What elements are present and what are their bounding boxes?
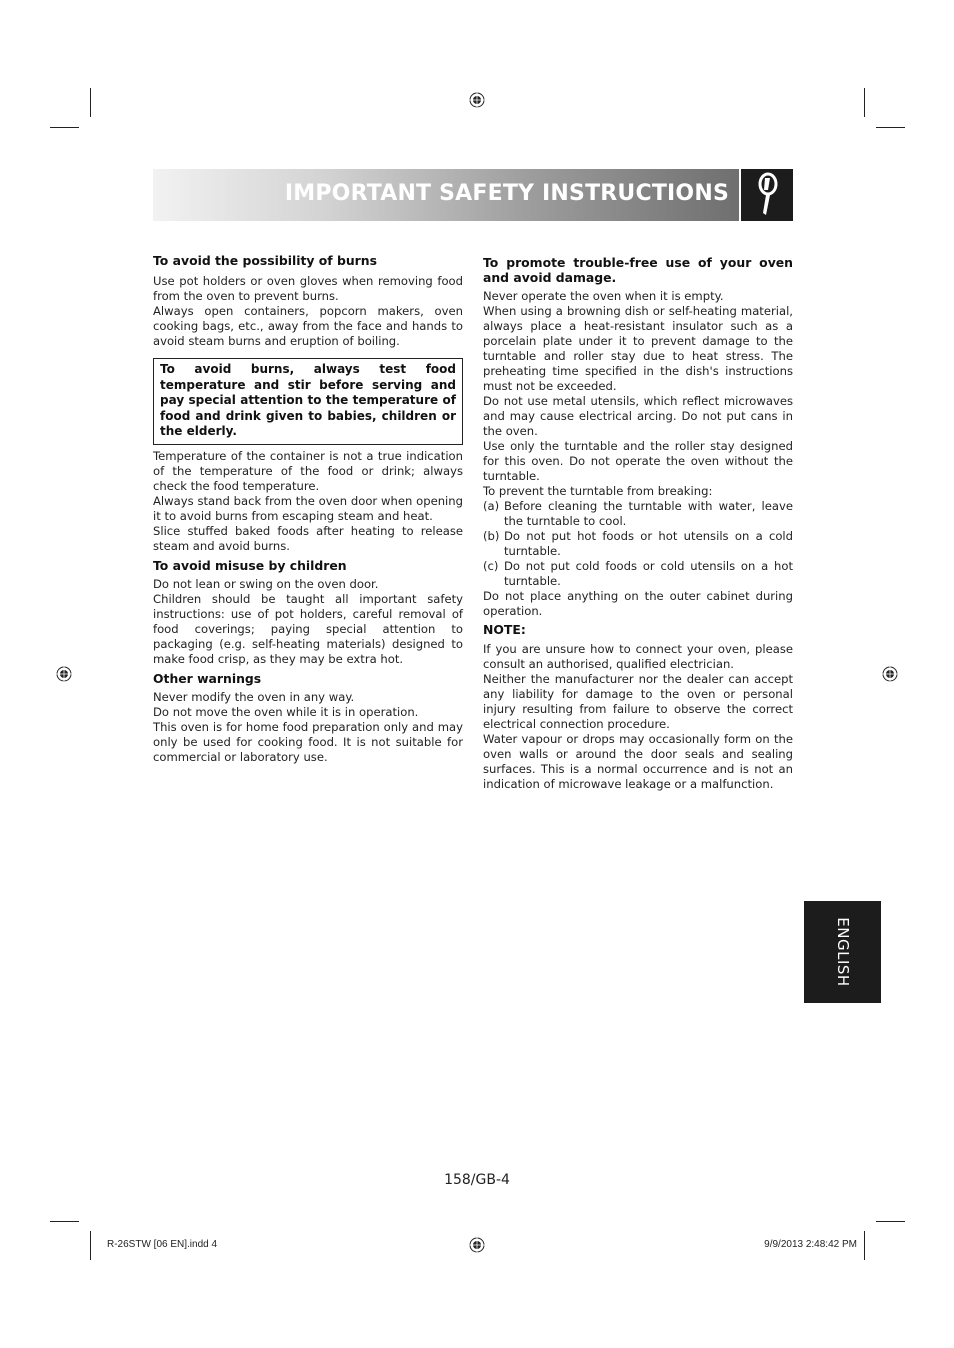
paragraph: Do not place anything on the outer cabinet during operation.	[483, 589, 793, 618]
paragraph: Use pot holders or oven gloves when removing food from the oven to prevent burns.	[153, 274, 463, 303]
title-banner	[153, 169, 739, 221]
registration-mark-icon	[882, 666, 898, 682]
paragraph: If you are unsure how to connect your oven, please consult an authorised, qualified electrician.	[483, 642, 793, 671]
list-text: Do not put cold foods or cold utensils on a hot turntable.	[504, 559, 793, 588]
right-column	[483, 255, 793, 792]
footer-file-name: R-26STW [06 EN].indd 4	[107, 1239, 218, 1250]
list-text: Before cleaning the turntable with water, leave the turntable to cool.	[504, 499, 793, 528]
registration-mark-icon	[56, 666, 72, 682]
paragraph: Use only the turntable and the roller stay designed for this oven. Do not operate the oven without the turntable.	[483, 439, 793, 483]
registration-mark-icon	[469, 1237, 485, 1253]
info-icon-box	[741, 169, 793, 221]
section-heading-note: NOTE:	[483, 622, 526, 637]
paragraph: Do not lean or swing on the oven door.	[153, 576, 379, 591]
paragraph: Neither the manufacturer nor the dealer can accept any liability for damage to the oven or personal injury resulting from failure to observe the correct electrical connection procedure.	[483, 672, 793, 731]
paragraph: Water vapour or drops may occasionally form on the oven walls or around the door seals and sealing surfaces. This is a normal occurrence and is not an indication of microwave leakage or a malfunction.	[483, 732, 793, 791]
list-item	[483, 529, 793, 559]
page-number: 158/GB-4	[444, 1172, 510, 1188]
footer-date: 9/9/2013 2:48:42 PM	[764, 1239, 857, 1250]
paragraph: Do not move the oven while it is in operation.	[153, 704, 419, 719]
paragraph: Slice stuffed baked foods after heating to release steam and avoid burns.	[153, 523, 463, 553]
paragraph: To prevent the turntable from breaking:	[483, 484, 713, 498]
page-title: IMPORTANT SAFETY INSTRUCTIONS	[284, 181, 729, 206]
language-label: ENGLISH	[833, 917, 852, 987]
crop-mark	[90, 88, 91, 117]
list-label: (c)	[483, 559, 499, 573]
crop-mark	[864, 88, 865, 117]
paragraph: This oven is for home food preparation only and may only be used for cooking food. It is not suitable for commercial or laboratory use.	[153, 719, 463, 764]
info-icon	[741, 169, 793, 221]
crop-mark	[864, 1231, 865, 1260]
left-column	[153, 253, 463, 765]
paragraph: Always stand back from the oven door when opening it to avoid burns from escaping steam and heat.	[153, 493, 463, 523]
crop-mark	[876, 127, 905, 128]
paragraph: Never operate the oven when it is empty.	[483, 289, 724, 303]
paragraph: Temperature of the container is not a true indication of the temperature of the food or drink; always check the food temperature.	[153, 448, 463, 493]
list-label: (b)	[483, 529, 500, 543]
section-heading-burns: To avoid the possibility of burns	[153, 253, 377, 268]
crop-mark	[90, 1231, 91, 1260]
paragraph: Never modify the oven in any way.	[153, 689, 355, 704]
paragraph: When using a browning dish or self-heating material, always place a heat-resistant insulator such as a porcelain plate under it to prevent damage to the turntable and roller stay due to heat stress. The preheating time specified in the dish's instructions must not be exceeded.	[483, 304, 793, 393]
section-heading-misuse: To avoid misuse by children	[153, 557, 347, 573]
section-heading-promote: To promote trouble-free use of your oven and avoid damage.	[483, 255, 793, 285]
crop-mark	[876, 1221, 905, 1222]
paragraph: Do not use metal utensils, which reflect microwaves and may cause electrical arcing. Do not put cans in the oven.	[483, 394, 793, 438]
list-text: Do not put hot foods or hot utensils on a cold turntable.	[504, 529, 793, 558]
paragraph: Always open containers, popcorn makers, oven cooking bags, etc., away from the face and hands to avoid steam burns and eruption of boiling.	[153, 304, 463, 348]
list-item	[483, 559, 793, 589]
list-label: (a)	[483, 499, 500, 513]
language-tab	[804, 901, 881, 1003]
list-item	[483, 499, 793, 529]
crop-mark	[50, 127, 79, 128]
crop-mark	[50, 1221, 79, 1222]
registration-mark-icon	[469, 92, 485, 108]
warning-box: To avoid burns, always test food temperature and stir before serving and pay special attention to the temperature of food and drink given to babies, children or the elderly.	[153, 358, 463, 445]
section-heading-other: Other warnings	[153, 670, 262, 686]
paragraph: Children should be taught all important safety instructions: use of pot holders, careful removal of food coverings; paying special attention to packaging (e.g. self-heating materials) designed to make food crisp, as they may be extra hot.	[153, 591, 463, 666]
